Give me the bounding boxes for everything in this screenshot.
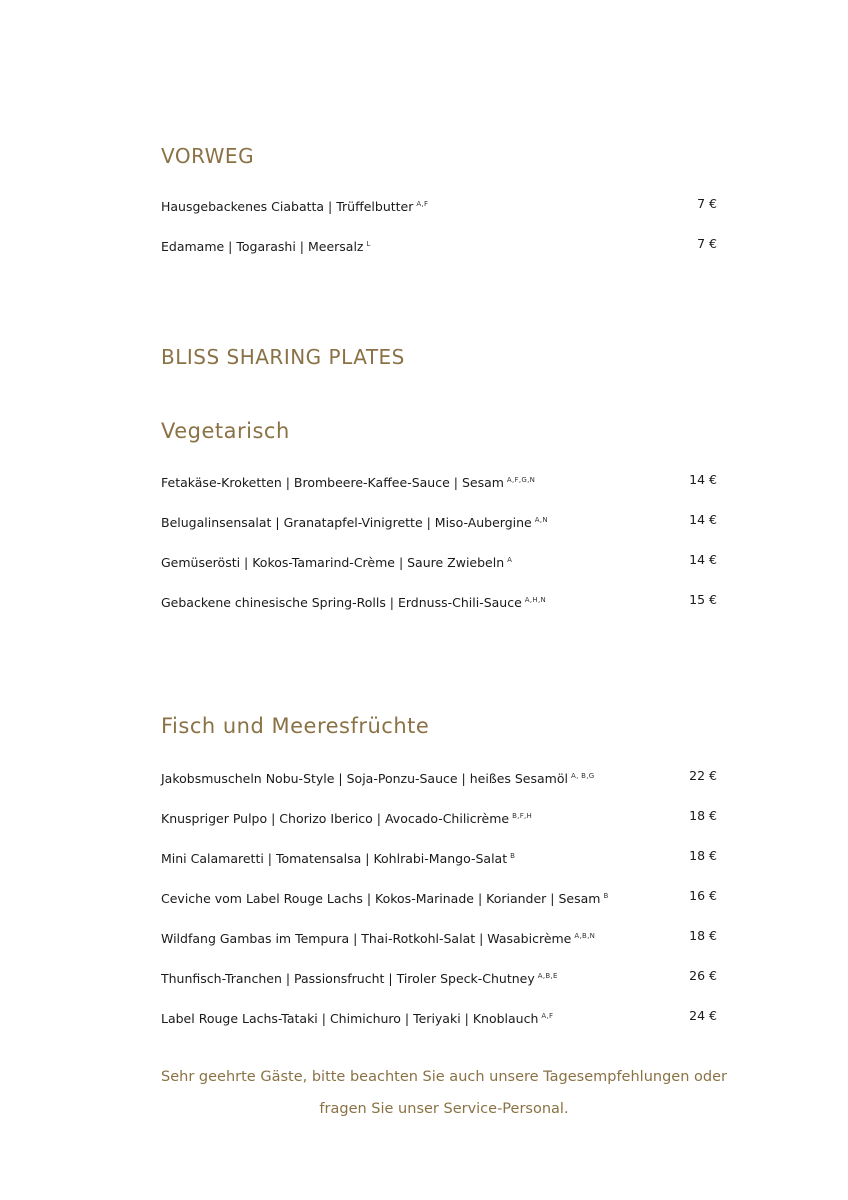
menu-item-price: 7 € <box>697 236 717 251</box>
allergen-codes: A, B,G <box>570 772 595 780</box>
allergen-codes: B <box>603 892 609 900</box>
menu-item <box>161 235 717 253</box>
menu-item-name: Label Rouge Lachs-Tataki | Chimichuro | Teriyaki | Knoblauch $^{A,F}$ <box>161 1011 554 1026</box>
menu-item <box>161 551 717 569</box>
menu-item-name: Jakobsmuscheln Nobu-Style | Soja-Ponzu-Sauce | heißes Sesamöl $^{A, B,G}$ <box>161 771 595 786</box>
allergen-codes: A <box>507 556 513 564</box>
footer-note-line-2: fragen Sie unser Service-Personal. <box>319 1101 569 1117</box>
menu-item <box>161 1007 717 1025</box>
menu-item <box>161 195 717 213</box>
menu-item-price: 18 € <box>689 808 717 823</box>
footer-note <box>120 1061 768 1125</box>
menu-item-price: 22 € <box>689 768 717 783</box>
menu-item <box>161 471 717 489</box>
allergen-codes: L <box>366 240 371 248</box>
section-title-vorweg: VORWEG <box>161 144 255 168</box>
menu-item-price: 14 € <box>689 472 717 487</box>
menu-item-name: Mini Calamaretti | Tomatensalsa | Kohlrabi-Mango-Salat $^B$ <box>161 851 516 866</box>
menu-item-name: Belugalinsensalat | Granatapfel-Vinigrette | Miso-Aubergine $^{A,N}$ <box>161 515 548 530</box>
menu-item <box>161 511 717 529</box>
menu-item <box>161 887 717 905</box>
menu-item-price: 18 € <box>689 928 717 943</box>
allergen-codes: A,N <box>534 516 548 524</box>
menu-item <box>161 967 717 985</box>
menu-item-name: Gebackene chinesische Spring-Rolls | Erdnuss-Chili-Sauce $^{A,H,N}$ <box>161 595 547 610</box>
menu-item-price: 7 € <box>697 196 717 211</box>
menu-item-name: Knuspriger Pulpo | Chorizo Iberico | Avocado-Chilicrème $^{B,F,H}$ <box>161 811 533 826</box>
menu-item-price: 18 € <box>689 848 717 863</box>
section-title-vegetarisch: Vegetarisch <box>161 419 290 443</box>
menu-item-price: 14 € <box>689 512 717 527</box>
menu-item <box>161 927 717 945</box>
allergen-codes: A,F <box>416 200 429 208</box>
allergen-codes: A,F <box>541 1012 554 1020</box>
menu-item-price: 24 € <box>689 1008 717 1023</box>
menu-item <box>161 807 717 825</box>
menu-item-name: Fetakäse-Kroketten | Brombeere-Kaffee-Sauce | Sesam $^{A,F,G,N}$ <box>161 475 536 490</box>
footer-note-line-1: Sehr geehrte Gäste, bitte beachten Sie auch unsere Tagesempfehlungen oder <box>161 1069 727 1085</box>
menu-item <box>161 591 717 609</box>
menu-item-name: Ceviche vom Label Rouge Lachs | Kokos-Marinade | Koriander | Sesam $^B$ <box>161 891 609 906</box>
allergen-codes: B <box>510 852 516 860</box>
menu-item-name: Wildfang Gambas im Tempura | Thai-Rotkohl-Salat | Wasabicrème $^{A,B,N}$ <box>161 931 596 946</box>
section-title-fisch: Fisch und Meeresfrüchte <box>161 714 430 738</box>
allergen-codes: A,F,G,N <box>506 476 536 484</box>
menu-item-name: Thunfisch-Tranchen | Passionsfrucht | Tiroler Speck-Chutney $^{A,B,E}$ <box>161 971 558 986</box>
allergen-codes: A,B,N <box>574 932 596 940</box>
allergen-codes: A,B,E <box>537 972 558 980</box>
menu-item <box>161 767 717 785</box>
allergen-codes: A,H,N <box>524 596 547 604</box>
allergen-codes: B,F,H <box>512 812 533 820</box>
menu-item-price: 15 € <box>689 592 717 607</box>
menu-item-price: 16 € <box>689 888 717 903</box>
section-title-sharing-plates: BLISS SHARING PLATES <box>161 345 405 369</box>
menu-item-name: Hausgebackenes Ciabatta | Trüffelbutter $^{A,F}$ <box>161 199 429 214</box>
menu-item-price: 26 € <box>689 968 717 983</box>
menu-item <box>161 847 717 865</box>
menu-item-name: Edamame | Togarashi | Meersalz $^L$ <box>161 239 371 254</box>
menu-item-name: Gemüserösti | Kokos-Tamarind-Crème | Saure Zwiebeln $^A$ <box>161 555 513 570</box>
menu-item-price: 14 € <box>689 552 717 567</box>
